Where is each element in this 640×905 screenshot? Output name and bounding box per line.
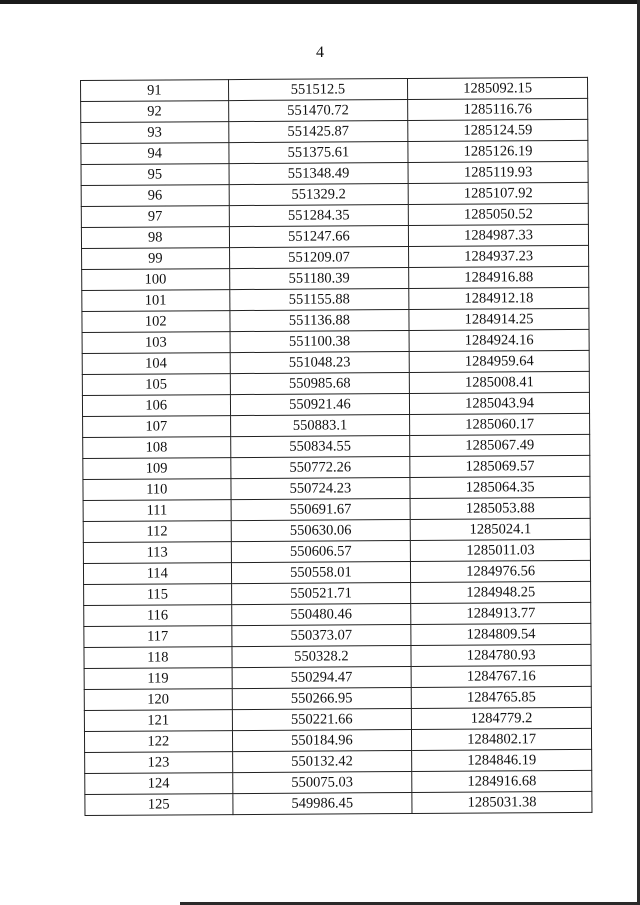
x-coordinate-cell: 550558.01: [231, 561, 411, 583]
table-row: [84, 644, 591, 668]
table-row: [83, 413, 590, 437]
point-number-cell: 115: [84, 584, 232, 606]
x-coordinate-cell: 549986.45: [232, 792, 412, 814]
table-row: [81, 203, 588, 227]
y-coordinate-cell: 1284916.88: [409, 266, 589, 288]
x-coordinate-cell: 550480.46: [231, 603, 411, 625]
table-row: [84, 581, 591, 605]
point-number-cell: 123: [85, 752, 233, 774]
table-row: [82, 287, 589, 311]
table-row: [82, 329, 589, 353]
point-number-cell: 119: [84, 668, 232, 690]
scan-edge-top: [0, 0, 640, 4]
x-coordinate-cell: 551348.49: [229, 162, 409, 184]
table-row: [84, 686, 591, 710]
page-number: 4: [316, 44, 324, 61]
y-coordinate-cell: 1284809.54: [411, 623, 591, 645]
point-number-cell: 95: [81, 164, 229, 186]
y-coordinate-cell: 1284976.56: [411, 560, 591, 582]
x-coordinate-cell: 550075.03: [232, 771, 412, 793]
table-row: [82, 350, 589, 374]
table-row: [82, 245, 589, 269]
y-coordinate-cell: 1285092.15: [408, 77, 588, 99]
x-coordinate-cell: 551155.88: [229, 288, 409, 310]
table-row: [83, 539, 590, 563]
y-coordinate-cell: 1284780.93: [411, 644, 591, 666]
x-coordinate-cell: 551470.72: [228, 99, 408, 121]
table-row: [84, 602, 591, 626]
coordinates-table: [80, 77, 592, 816]
point-number-cell: 122: [84, 731, 232, 753]
y-coordinate-cell: 1284948.25: [411, 581, 591, 603]
x-coordinate-cell: 550266.95: [232, 687, 412, 709]
table-row: [84, 623, 591, 647]
x-coordinate-cell: 551329.2: [229, 183, 409, 205]
point-number-cell: 111: [83, 500, 231, 522]
table-row: [84, 665, 591, 689]
point-number-cell: 100: [82, 269, 230, 291]
y-coordinate-cell: 1284802.17: [412, 728, 592, 750]
table-row: [83, 455, 590, 479]
table-row: [83, 518, 590, 542]
y-coordinate-cell: 1285116.76: [408, 98, 588, 120]
table-row: [81, 119, 588, 143]
y-coordinate-cell: 1285067.49: [410, 434, 590, 456]
x-coordinate-cell: 551284.35: [229, 204, 409, 226]
table-row: [81, 224, 588, 248]
x-coordinate-cell: 550184.96: [232, 729, 412, 751]
table-row: [85, 749, 592, 773]
point-number-cell: 93: [81, 122, 229, 144]
coordinates-table-body: [81, 77, 592, 815]
x-coordinate-cell: 551180.39: [229, 267, 409, 289]
table-row: [81, 182, 588, 206]
x-coordinate-cell: 551100.38: [230, 330, 410, 352]
x-coordinate-cell: 550521.71: [231, 582, 411, 604]
y-coordinate-cell: 1285126.19: [408, 140, 588, 162]
y-coordinate-cell: 1285069.57: [410, 455, 590, 477]
table-row: [82, 308, 589, 332]
y-coordinate-cell: 1284846.19: [412, 749, 592, 771]
point-number-cell: 102: [82, 311, 230, 333]
table-row: [84, 728, 591, 752]
point-number-cell: 99: [82, 248, 230, 270]
y-coordinate-cell: 1285107.92: [408, 182, 588, 204]
x-coordinate-cell: 550630.06: [231, 519, 411, 541]
table-row: [81, 140, 588, 164]
x-coordinate-cell: 550221.66: [232, 708, 412, 730]
y-coordinate-cell: 1284987.33: [409, 224, 589, 246]
x-coordinate-cell: 551136.88: [229, 309, 409, 331]
y-coordinate-cell: 1285011.03: [411, 539, 591, 561]
point-number-cell: 94: [81, 143, 229, 165]
table-row: [83, 560, 590, 584]
y-coordinate-cell: 1285060.17: [410, 413, 590, 435]
y-coordinate-cell: 1284779.2: [412, 707, 592, 729]
x-coordinate-cell: 550834.55: [230, 435, 410, 457]
y-coordinate-cell: 1284912.18: [409, 287, 589, 309]
point-number-cell: 113: [83, 542, 231, 564]
point-number-cell: 121: [84, 710, 232, 732]
x-coordinate-cell: 550328.2: [232, 645, 412, 667]
point-number-cell: 114: [83, 563, 231, 585]
y-coordinate-cell: 1285031.38: [412, 791, 592, 813]
y-coordinate-cell: 1284937.23: [409, 245, 589, 267]
y-coordinate-cell: 1285043.94: [410, 392, 590, 414]
table-row: [83, 476, 590, 500]
point-number-cell: 92: [81, 101, 229, 123]
x-coordinate-cell: 551247.66: [229, 225, 409, 247]
table-row: [85, 770, 592, 794]
x-coordinate-cell: 550985.68: [230, 372, 410, 394]
x-coordinate-cell: 551048.23: [230, 351, 410, 373]
y-coordinate-cell: 1284914.25: [409, 308, 589, 330]
x-coordinate-cell: 551209.07: [229, 246, 409, 268]
table-row: [83, 434, 590, 458]
x-coordinate-cell: 551512.5: [228, 78, 408, 100]
y-coordinate-cell: 1284959.64: [409, 350, 589, 372]
point-number-cell: 103: [82, 332, 230, 354]
x-coordinate-cell: 550724.23: [231, 477, 411, 499]
table-row: [84, 707, 591, 731]
point-number-cell: 118: [84, 647, 232, 669]
y-coordinate-cell: 1284765.85: [411, 686, 591, 708]
point-number-cell: 110: [83, 479, 231, 501]
x-coordinate-cell: 550373.07: [231, 624, 411, 646]
point-number-cell: 106: [82, 395, 230, 417]
point-number-cell: 107: [83, 416, 231, 438]
point-number-cell: 112: [83, 521, 231, 543]
x-coordinate-cell: 550883.1: [230, 414, 410, 436]
point-number-cell: 101: [82, 290, 230, 312]
x-coordinate-cell: 551375.61: [228, 141, 408, 163]
point-number-cell: 105: [82, 374, 230, 396]
table-row: [83, 497, 590, 521]
x-coordinate-cell: 550294.47: [232, 666, 412, 688]
y-coordinate-cell: 1285119.93: [408, 161, 588, 183]
y-coordinate-cell: 1285053.88: [410, 497, 590, 519]
table-row: [82, 371, 589, 395]
point-number-cell: 124: [85, 773, 233, 795]
y-coordinate-cell: 1285050.52: [409, 203, 589, 225]
table-row: [82, 266, 589, 290]
point-number-cell: 120: [84, 689, 232, 711]
y-coordinate-cell: 1285024.1: [410, 518, 590, 540]
point-number-cell: 117: [84, 626, 232, 648]
x-coordinate-cell: 550606.57: [231, 540, 411, 562]
point-number-cell: 91: [81, 80, 229, 102]
table-row: [81, 98, 588, 122]
y-coordinate-cell: 1285008.41: [410, 371, 590, 393]
point-number-cell: 104: [82, 353, 230, 375]
y-coordinate-cell: 1284924.16: [409, 329, 589, 351]
table-row: [82, 392, 589, 416]
y-coordinate-cell: 1285064.35: [410, 476, 590, 498]
x-coordinate-cell: 550772.26: [230, 456, 410, 478]
table-row: [81, 161, 588, 185]
point-number-cell: 116: [84, 605, 232, 627]
table-row: [81, 77, 588, 101]
point-number-cell: 109: [83, 458, 231, 480]
x-coordinate-cell: 551425.87: [228, 120, 408, 142]
y-coordinate-cell: 1284913.77: [411, 602, 591, 624]
point-number-cell: 98: [81, 227, 229, 249]
x-coordinate-cell: 550921.46: [230, 393, 410, 415]
y-coordinate-cell: 1284916.68: [412, 770, 592, 792]
y-coordinate-cell: 1285124.59: [408, 119, 588, 141]
point-number-cell: 96: [81, 185, 229, 207]
x-coordinate-cell: 550691.67: [231, 498, 411, 520]
table-row: [85, 791, 592, 815]
point-number-cell: 97: [81, 206, 229, 228]
x-coordinate-cell: 550132.42: [232, 750, 412, 772]
point-number-cell: 125: [85, 794, 233, 816]
point-number-cell: 108: [83, 437, 231, 459]
y-coordinate-cell: 1284767.16: [411, 665, 591, 687]
